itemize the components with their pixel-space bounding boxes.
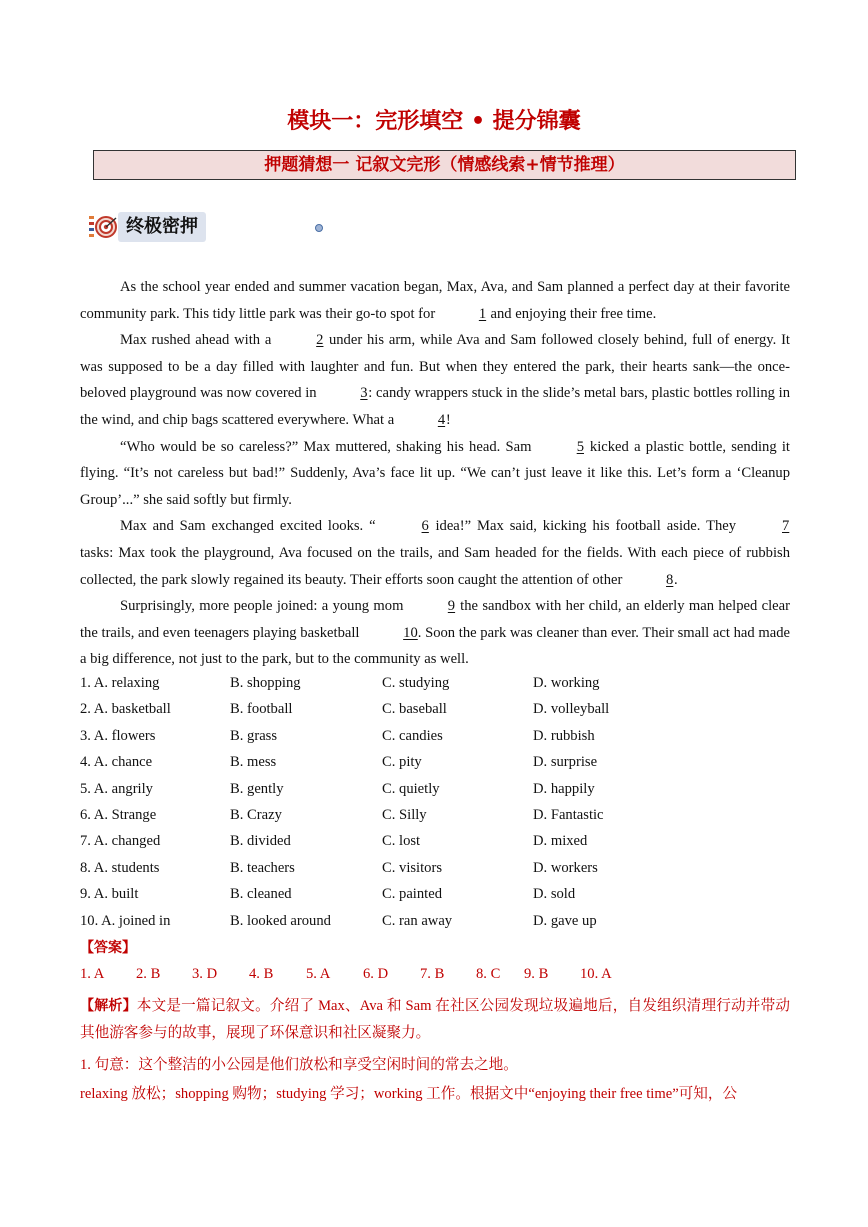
option-a[interactable]: 10. A. joined in: [80, 912, 171, 929]
answer-item: 8. C: [476, 966, 501, 982]
analysis-heading: 【解析】: [80, 998, 137, 1014]
passage-paragraph: Max rushed ahead with a 2 under his arm, while Ava and Sam followed closely behind, full of energy. It was supposed to be a day filled with laughter and fun. But when they entered the park, their hearts sank—the once-beloved playground was now covered in 3: candy wrappers stuck in the slide’s metal bars, plastic bottles rolling in the wind, and chip bags scattered everywhere. What a 4!: [80, 327, 790, 433]
answer-item: 4. B: [249, 966, 274, 982]
option-b[interactable]: B. mess: [230, 754, 277, 771]
option-row: [80, 776, 790, 802]
option-a[interactable]: 7. A. changed: [80, 833, 161, 850]
option-row: [80, 855, 790, 881]
option-row: [80, 908, 790, 934]
cloze-passage: [80, 274, 790, 673]
option-b[interactable]: B. Crazy: [230, 806, 282, 823]
module-title: 模块一：完形填空 • 提分锦囊: [287, 109, 581, 134]
option-b[interactable]: B. grass: [230, 727, 278, 744]
question-1-meaning: 1. 句意：这个整洁的小公园是他们放松和享受空闲时间的常去之地。: [80, 1057, 518, 1073]
blank-7[interactable]: 7: [782, 518, 790, 535]
option-a[interactable]: 4. A. chance: [80, 754, 153, 771]
blank-8[interactable]: 8: [666, 571, 674, 588]
answer-item: 9. B: [524, 966, 549, 982]
option-row: [80, 828, 790, 854]
option-c[interactable]: C. Silly: [382, 806, 427, 823]
option-d[interactable]: D. working: [533, 675, 600, 691]
analysis-paragraph: [80, 993, 790, 1047]
blank-9[interactable]: 9: [447, 598, 456, 615]
option-d[interactable]: D. sold: [533, 886, 576, 903]
option-c[interactable]: C. baseball: [382, 701, 447, 718]
analysis-text: 本文是一篇记叙文。介绍了 Max、Ava 和 Sam 在社区公园发现垃圾遍地后，自发组织清理行动并带动其他游客参与的故事，展现了环保意识和社区凝聚力。: [80, 998, 790, 1041]
option-c[interactable]: C. quietly: [382, 780, 440, 797]
blank-4[interactable]: 4: [437, 411, 446, 428]
answer-item: 7. B: [420, 966, 445, 982]
answer-item: 5. A: [306, 966, 331, 982]
answer-item: 3. D: [192, 966, 218, 982]
blank-2[interactable]: 2: [316, 332, 324, 349]
option-b[interactable]: B. shopping: [230, 675, 301, 691]
option-b[interactable]: B. divided: [230, 833, 291, 850]
option-a[interactable]: 9. A. built: [80, 886, 139, 903]
target-icon: [88, 214, 118, 240]
blank-10[interactable]: 10: [403, 624, 418, 641]
option-d[interactable]: D. surprise: [533, 754, 598, 771]
blank-3[interactable]: 3: [360, 385, 368, 402]
option-b[interactable]: B. teachers: [230, 859, 295, 876]
option-c[interactable]: C. painted: [382, 886, 442, 903]
blank-6[interactable]: 6: [421, 518, 429, 535]
option-c[interactable]: C. candies: [382, 727, 443, 744]
option-row: [80, 802, 790, 828]
option-d[interactable]: D. gave up: [533, 912, 597, 929]
option-a[interactable]: 2. A. basketball: [80, 701, 171, 718]
passage-paragraph: “Who would be so careless?” Max muttered, shaking his head. Sam 5 kicked a plastic bottle, sending it flying. “It’s not careless but bad!” Suddenly, Ava’s face lit up. “We can’t just leave it like this. Let’s form a ‘Cleanup Group’...” she said softly but firmly.: [80, 434, 790, 514]
options-list: [80, 670, 790, 934]
option-a[interactable]: 5. A. angrily: [80, 780, 153, 797]
option-b[interactable]: B. looked around: [230, 912, 331, 929]
option-d[interactable]: D. mixed: [533, 833, 588, 850]
answer-item: 1. A: [80, 966, 105, 982]
answer-item: 10. A: [580, 966, 612, 982]
question-1-explanation: relaxing 放松；shopping 购物；studying 学习；working 工作。根据文中“enjoying their free time”可知，公: [80, 1086, 738, 1102]
option-c[interactable]: C. studying: [382, 675, 450, 691]
option-c[interactable]: C. pity: [382, 754, 422, 771]
option-c[interactable]: C. lost: [382, 833, 421, 850]
passage-paragraph: Max and Sam exchanged excited looks. “ 6 idea!” Max said, kicking his football aside. They 7 tasks: Max took the playground, Ava focused on the trails, and Sam headed for the fields. With each piece of rubbish collected, the park slowly regained its beauty. Their efforts soon caught the attention of other 8.: [80, 513, 790, 593]
option-b[interactable]: B. football: [230, 701, 293, 718]
option-a[interactable]: 1. A. relaxing: [80, 675, 160, 691]
option-row: [80, 749, 790, 775]
option-d[interactable]: D. happily: [533, 780, 595, 797]
badge-label: 终极密押: [118, 212, 206, 242]
option-a[interactable]: 8. A. students: [80, 859, 160, 876]
option-d[interactable]: D. rubbish: [533, 727, 595, 744]
option-c[interactable]: C. ran away: [382, 912, 453, 929]
option-c[interactable]: C. visitors: [382, 859, 443, 876]
option-row: [80, 696, 790, 722]
answer-item: 2. B: [136, 966, 161, 982]
passage-paragraph: Surprisingly, more people joined: a young mom 9 the sandbox with her child, an elderly man helped clear the trails, and even teenagers playing basketball 10. Soon the park was cleaner than ever. Their small act had made a big difference, not just to the park, but to the community as well.: [80, 593, 790, 673]
option-row: [80, 670, 790, 696]
answer-item: 6. D: [363, 966, 389, 982]
passage-paragraph: As the school year ended and summer vacation began, Max, Ava, and Sam planned a perfect day at their favorite community park. This tidy little park was their go-to spot for 1 and enjoying their free time.: [80, 274, 790, 327]
blank-1[interactable]: 1: [478, 305, 487, 322]
answer-heading: 【答案】: [80, 940, 136, 956]
option-b[interactable]: B. gently: [230, 780, 284, 797]
option-d[interactable]: D. volleyball: [533, 701, 610, 718]
option-d[interactable]: D. Fantastic: [533, 806, 604, 823]
option-b[interactable]: B. cleaned: [230, 886, 292, 903]
blank-5[interactable]: 5: [576, 438, 584, 455]
option-a[interactable]: 3. A. flowers: [80, 727, 156, 744]
section-title: 押题猜想一 记叙文完形（情感线索+情节推理）: [93, 150, 796, 180]
option-row: [80, 881, 790, 907]
option-row: [80, 723, 790, 749]
option-d[interactable]: D. workers: [533, 859, 598, 876]
option-a[interactable]: 6. A. Strange: [80, 806, 157, 823]
badge-dot: [315, 224, 323, 232]
